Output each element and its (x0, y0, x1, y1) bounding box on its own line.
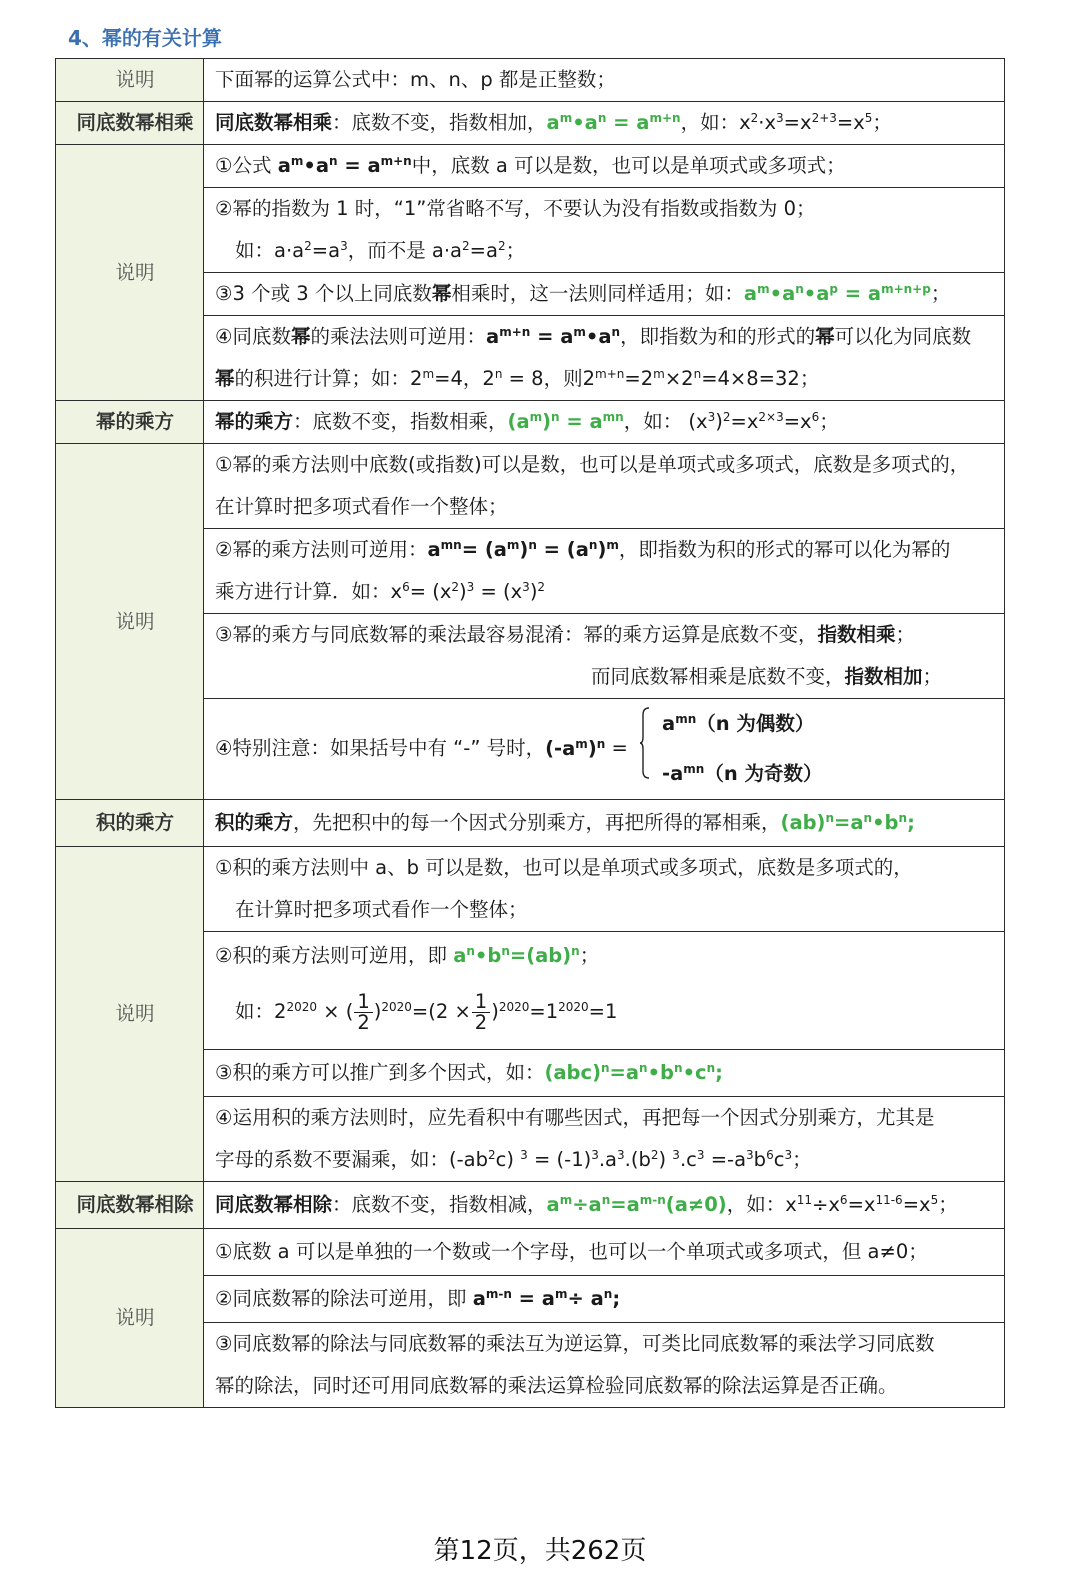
cases-brace: $a^{mn}(n$ 为偶数） $-a^{mn}(n$ 为奇数） (640, 699, 822, 799)
table-row (56, 1182, 1005, 1229)
product-note-4: ④运用积的乘方法则时，应先看积中有哪些因式，再把每一个因式分别乘方，尤其是 字母的系数不要漏乘，如：$(-ab^2c) ^3 = (-1)^3.a^3.(b^2)$ $^3.c^3 =-a^3b^6c^3$； (204, 1097, 1005, 1182)
brace-icon (640, 707, 650, 779)
row-label: 同底数幂相除 (56, 1182, 204, 1229)
product-note-1: ①积的乘方法则中 a、b 可以是数，也可以是单项式或多项式，底数是多项式的， 在计算时把多项式看作一个整体； (204, 847, 1005, 932)
table-row (56, 1229, 1005, 1276)
power-note-4: ④特别注意：如果括号中有 “-” 号时，$(-a^m)^n$ = $a^{mn}(n$ 为偶数） $-a^{mn}(n$ 为奇数） (204, 699, 1005, 800)
table-row (56, 800, 1005, 847)
product-rule: 积的乘方，先把积中的每一个因式分别乘方，再把所得的幂相乘，$(ab)^n=a^n•b^n$; (204, 800, 1005, 847)
mult-note-4: ④同底数幂的乘法法则可逆用：$a^{m+n}$ = $a^m•a^n$，即指数为和的形式的幂可以化为同底数 幂的积进行计算；如：$2^m=4$，$2^n = 8$，则$2^{m+n}=2^m\times 2^n=4\times 8=32$； (204, 316, 1005, 401)
division-rule: 同底数幂相除：底数不变，指数相减，$a^m\div a^n=a^{m-n}(a\ne 0)$，如：$x^{11}\div x^6=x^{11-6}=x^5$； (204, 1182, 1005, 1229)
product-note-3: ③积的乘方可以推广到多个因式，如：$(abc)^n=a^n•b^n•c^n$; (204, 1050, 1005, 1097)
intro-text: 下面幂的运算公式中：m、n、p 都是正整数； (204, 59, 1005, 102)
rules-table (55, 58, 1005, 1408)
page-footer: 第12页，共262页 (433, 1536, 647, 1566)
mult-note-2: ②幂的指数为 1 时，“1”常省略不写，不要认为没有指数或指数为 0； 如：$a\cdot a^2=a^3$，而不是 $a\cdot a^2=a^2$； (204, 188, 1005, 273)
power-note-1: ①幂的乘方法则中底数(或指数)可以是数，也可以是单项式或多项式，底数是多项式的， 在计算时把多项式看作一个整体； (204, 444, 1005, 529)
division-note-2: ②同底数幂的除法可逆用，即 $a^{m-n} = a^m\div a^n$; (204, 1276, 1005, 1323)
table-row (56, 847, 1005, 932)
row-label: 积的乘方 (56, 800, 204, 847)
mult-rule: 同底数幂相乘：底数不变，指数相加，$a^m•a^n = a^{m+n}$，如：$x^2\cdot x^3=x^{2+3}=x^5$； (204, 102, 1005, 145)
row-label: 说明 (56, 444, 204, 800)
power-note-3: ③幂的乘方与同底数幂的乘法最容易混淆：幂的乘方运算是底数不变，指数相乘； 而同底数幂相乘是底数不变，指数相加； (204, 614, 1005, 699)
division-note-1: ①底数 a 可以是单独的一个数或一个字母，也可以一个单项式或多项式，但 a≠0； (204, 1229, 1005, 1276)
row-label: 同底数幂相乘 (56, 102, 204, 145)
section-title: 4、幂的有关计算 (68, 26, 222, 50)
row-label: 说明 (56, 59, 204, 102)
power-rule: 幂的乘方：底数不变，指数相乘，$(a^m)^n = a^{mn}$，如： $(x^3)^2=x^{2\times 3}=x^6$； (204, 401, 1005, 444)
power-note-2: ②幂的乘方法则可逆用：$a^{mn}= (a^m)^n = (a^n)^m$，即指数为积的形式的幂可以化为幂的 乘方进行计算．如：$x^6= (x^2)^3 = (x^3)^2$ (204, 529, 1005, 614)
table-row (56, 145, 1005, 188)
row-label: 说明 (56, 1229, 204, 1408)
product-note-2: ②积的乘方法则可逆用，即 $a^n•b^n=(ab)^n$； 如：$2^{2020}$ × ( $\frac{1}{2}$ )$^{2020}$=(2 × $\frac{1}{2}$ )$^{2020}=1^{2020}=1$ (204, 932, 1005, 1050)
row-label: 说明 (56, 145, 204, 401)
row-label: 幂的乘方 (56, 401, 204, 444)
table-row (56, 59, 1005, 102)
mult-note-3: ③3 个或 3 个以上同底数幂相乘时，这一法则同样适用；如：$a^m•a^n•a^p = a^{m+n+p}$； (204, 273, 1005, 316)
table-row (56, 444, 1005, 529)
table-row (56, 102, 1005, 145)
mult-note-1: ①公式 $a^m•a^n = a^{m+n}$中，底数 a 可以是数，也可以是单项式或多项式； (204, 145, 1005, 188)
table-row (56, 401, 1005, 444)
row-label: 说明 (56, 847, 204, 1182)
division-note-3: ③同底数幂的除法与同底数幂的乘法互为逆运算，可类比同底数幂的乘法学习同底数 幂的除法，同时还可用同底数幂的乘法运算检验同底数幂的除法运算是否正确。 (204, 1323, 1005, 1408)
